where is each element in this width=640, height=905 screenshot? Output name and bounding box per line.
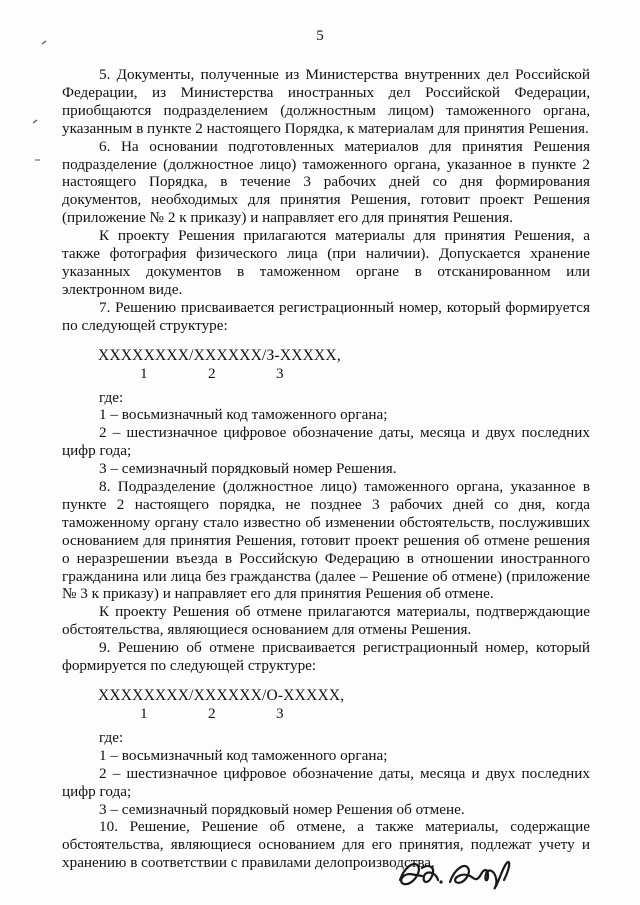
paragraph-10: 10. Решение, Решение об отмене, а также материалы, содержащие обстоятельства, являющиеся основанием для его принятия, подлежат учету и хранению в соответствии с правилами делопроизводства. [62, 818, 590, 872]
scan-mark-icon [32, 154, 44, 166]
paragraph-9: 9. Решению об отмене присваивается регистрационный номер, который формируется по следующей структуре: [62, 639, 590, 675]
registration-number-template: ХХХХХХХХ/ХХХХХХ/З-ХХХХХ, [98, 346, 341, 364]
list-item: 3 – семизначный порядковый номер Решения об отмене. [99, 800, 465, 818]
list-item: 1 – восьмизначный код таможенного органа; [99, 406, 388, 424]
paragraph-6-attachments: К проекту Решения прилагаются материалы для принятия Решения, а также фотография физического лица (при наличии). Допускается хранение указанных документов в таможенном органе в отсканированном или электронном виде. [62, 227, 590, 298]
where-label: где: [99, 728, 124, 746]
paragraph-8: 8. Подразделение (должностное лицо) таможенного органа, указанное в пункте 2 настоящего порядка, не позднее 3 рабочих дней со дня, когда таможенному органу стало известно об изменении обстоятельств, послуживших основанием для принятия Решения, готовит проект решения об отмене решения о неразрешении въезда в Российскую Федерацию в отношении иностранного гражданина или лица без гражданства (далее – Решение об отмене) (приложение № 3 к приказу) и направляет его для принятия Решения об отмене. [62, 478, 590, 603]
cancellation-number-template: ХХХХХХХХ/ХХХХХХ/О-ХХХХХ, [98, 687, 345, 704]
template-part-numbers [98, 365, 590, 383]
document-body [62, 66, 590, 872]
template-part-number: 3 [276, 364, 284, 382]
list-item: 1 – восьмизначный код таможенного органа; [99, 746, 388, 764]
template-part-number: 1 [140, 364, 148, 382]
template-part-numbers [98, 705, 590, 723]
list-item: 2 – шестизначное цифровое обозначение даты, месяца и двух последних цифр года; [62, 764, 590, 800]
paragraph-8-attachments: К проекту Решения об отмене прилагаются материалы, подтверждающие обстоятельства, являющиеся основанием для отмены Решения. [62, 603, 590, 639]
where-label: где: [99, 388, 124, 406]
list-item: 3 – семизначный порядковый номер Решения. [99, 460, 397, 478]
paragraph-5: 5. Документы, полученные из Министерства внутренних дел Российской Федерации, из Министерства иностранных дел Российской Федерации, приобщаются подразделением (должностным лицом) таможенного органа, указанным в пункте 2 настоящего Порядка, к материалам для принятия Решения. [62, 66, 590, 137]
scan-mark-icon [30, 116, 42, 128]
template-part-number: 3 [276, 704, 284, 722]
template-part-number: 2 [208, 364, 216, 382]
paragraph-7: 7. Решению присваивается регистрационный номер, который формируется по следующей структуре: [62, 298, 590, 334]
cancellation-number-structure [98, 687, 590, 723]
page-number: 5 [316, 28, 324, 44]
template-part-number: 1 [140, 704, 148, 722]
paragraph-6: 6. На основании подготовленных материалов для принятия Решения подразделение (должностное лицо) таможенного органа, указанное в пункте 2 настоящего Порядка, в течение 3 рабочих дней со дня формирования документов, необходимых для принятия Решения, готовит проект Решения (приложение № 2 к приказу) и направляет его для принятия Решения. [62, 137, 590, 227]
handwritten-signature [392, 846, 532, 896]
list-item: 2 – шестизначное цифровое обозначение даты, месяца и двух последних цифр года; [62, 424, 590, 460]
template-part-number: 2 [208, 704, 216, 722]
registration-number-structure [98, 347, 590, 383]
